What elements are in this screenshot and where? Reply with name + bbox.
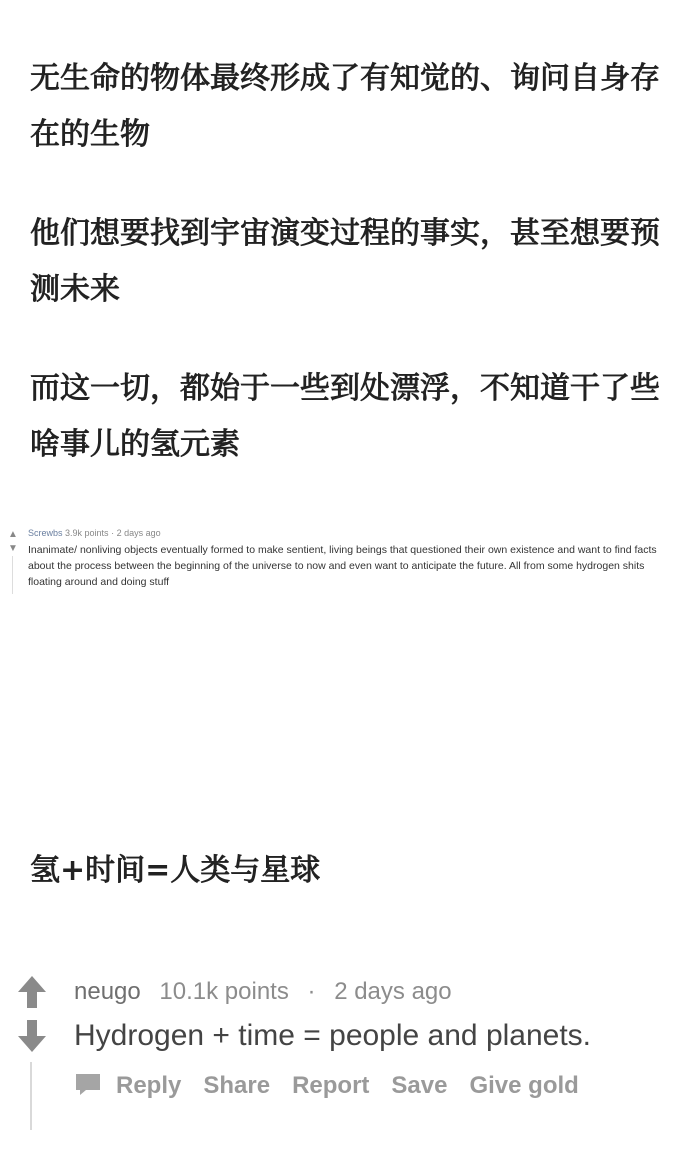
- arrow-down-icon[interactable]: [14, 1014, 50, 1058]
- caption-paragraph-2: 他们想要找到宇宙演变过程的事实，甚至想要预测未来: [30, 216, 660, 307]
- caption-paragraph-1: 无生命的物体最终形成了有知觉的、询问自身存在的生物: [30, 61, 660, 152]
- save-button[interactable]: Save: [391, 1072, 448, 1099]
- meta-separator: ·: [307, 978, 316, 1005]
- big-comment-body: [74, 970, 684, 1106]
- caption-paragraph-4: 氢+时间=人类与星球: [30, 853, 321, 888]
- comment-bubble-icon[interactable]: [74, 1072, 102, 1096]
- comment-points: 10.1k points: [159, 978, 289, 1005]
- small-comment-meta: [28, 526, 676, 540]
- comment-author[interactable]: Screwbs: [28, 528, 63, 538]
- give-gold-button[interactable]: Give gold: [469, 1072, 579, 1099]
- thread-line[interactable]: [30, 1062, 32, 1130]
- report-button[interactable]: Report: [292, 1072, 370, 1099]
- share-button[interactable]: Share: [203, 1072, 271, 1099]
- comment-time: 2 days ago: [116, 528, 161, 538]
- comment-time: 2 days ago: [334, 978, 452, 1005]
- comment-author[interactable]: neugo: [74, 978, 141, 1005]
- reply-button[interactable]: Reply: [116, 1072, 182, 1099]
- arrow-up-icon[interactable]: [14, 970, 50, 1014]
- small-comment-text: Inanimate/ nonliving objects eventually formed to make sentient, living beings that questioned their own existence and want to find facts about the process between the beginning of the universe to now and even want to anticipate the future. All from some hydrogen shits floating around and doing stuff: [28, 544, 657, 588]
- caption-paragraph-3: 而这一切，都始于一些到处漂浮，不知道干了些啥事儿的氢元素: [30, 371, 660, 462]
- big-comment-text: Hydrogen + time = people and planets.: [74, 1019, 592, 1052]
- small-comment-body: [28, 526, 676, 590]
- thread-line[interactable]: [12, 556, 13, 594]
- small-vote-column: [6, 528, 20, 556]
- comment-points: 3.9k points: [65, 528, 109, 538]
- arrow-down-icon[interactable]: ▼: [8, 543, 18, 554]
- big-comment-meta: [74, 970, 684, 1014]
- comment-actions: [74, 1066, 684, 1106]
- meta-separator: ·: [111, 528, 115, 538]
- big-vote-column: [14, 970, 50, 1058]
- arrow-up-icon[interactable]: ▲: [8, 529, 18, 540]
